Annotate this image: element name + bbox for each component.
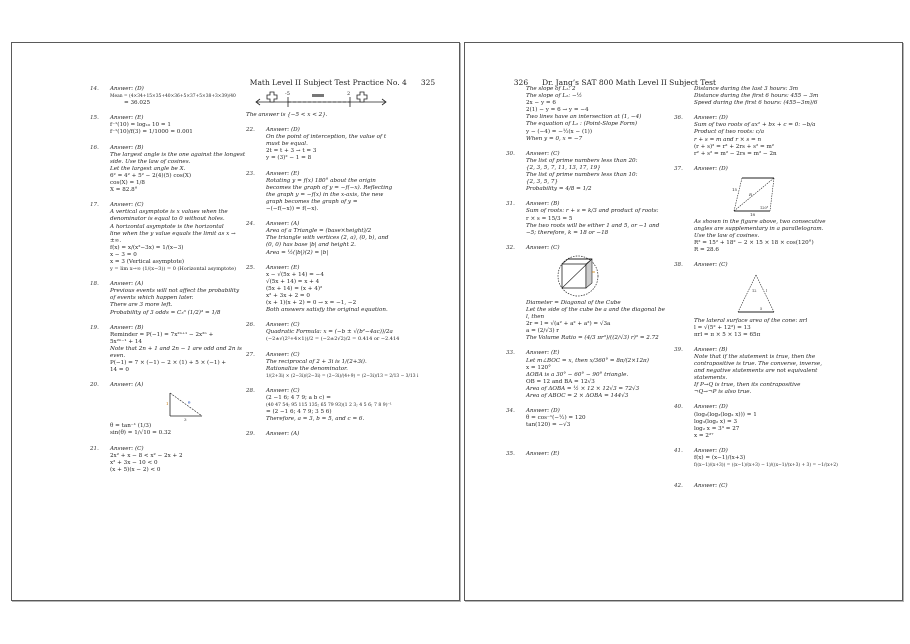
answer-label: Answer: (D) <box>526 408 560 415</box>
solution-line: {2, 3, 5, 7, 11, 13, 17, 19} <box>526 164 601 171</box>
item-number: 20. <box>90 382 99 389</box>
answer-label: Answer: (E) <box>526 451 560 458</box>
answer-item-30 <box>500 151 665 194</box>
solution-line: Distance during the last 3 hours: 3m <box>694 86 799 92</box>
item-number: 24. <box>246 221 255 228</box>
solution-line: contrapositive is true. The converse, inverse, <box>694 360 822 367</box>
item-number: 17. <box>90 202 99 209</box>
answer-label: Answer: (E) <box>110 115 144 122</box>
right-triangle-figure <box>110 391 220 421</box>
answer-item-42 <box>672 483 842 490</box>
svg-text:12: 12 <box>752 288 757 293</box>
solution-line: r² + s² = m² − 2rs = m² − 2n <box>694 150 777 157</box>
svg-text:θ: θ <box>188 400 191 406</box>
solution-line: even. <box>110 353 126 359</box>
answer-label: Answer: (D) <box>694 115 728 122</box>
solution-line: (5x + 14) = (x + 4)² <box>266 285 323 292</box>
svg-text:2: 2 <box>347 91 351 97</box>
solution-line: Probability of 3 odds = C₃³ (1/2)³ = 1/8 <box>110 309 221 316</box>
matrix-line: (40 47 54; 95 115 135; 65 79 93)(1 2 3; 4 5 6; 7 8 9)⁻¹ <box>266 403 392 409</box>
solution-line: Two lines have an intersection at (1, −4) <box>526 114 642 121</box>
left-page-column-1 <box>84 86 246 482</box>
solution-line: ¬Q→¬P is also true. <box>694 389 752 396</box>
answer-item-34 <box>500 408 665 429</box>
solution-line: (r + s)² = r² + 2rs + s² = m² <box>694 143 775 150</box>
solution-line: X = 82.8° <box>110 187 138 194</box>
item-number: 36. <box>674 115 683 122</box>
solution-line: 2t = t + 3 → t = 3 <box>266 148 317 155</box>
solution-line: log₃(log₂ x) = 3 <box>694 418 738 425</box>
solution-line: Area = ½(|b|)(2) = |b| <box>266 249 329 256</box>
solution-line: y = (3)² − 1 = 8 <box>266 155 312 162</box>
solution-line: A horizontal asymptote is the horizontal <box>110 223 224 230</box>
answer-label: Answer: (C) <box>110 445 144 452</box>
answer-item-15 <box>84 115 234 136</box>
item-number: 41. <box>674 447 683 454</box>
answer-item-32 <box>500 245 665 343</box>
solution-line: The largest angle is the one against the longest <box>110 151 246 158</box>
solution-line: Area of ΔOBA = ½ × 12 × 12√3 = 72√3 <box>526 385 640 392</box>
solution-line: Sum of roots: r + s = k/3 and product of roots: <box>526 208 659 215</box>
right-page-number: 326 <box>513 78 529 87</box>
answer-label: Answer: (E) <box>266 264 300 271</box>
solution-line: Speed during the first 6 hours: (455−3m)/6 <box>694 100 818 107</box>
answer-label: Answer: (C) <box>110 202 144 209</box>
plus-sign-icon <box>267 92 277 102</box>
solution-line: OB = 12 and BA = 12√3 <box>526 378 595 385</box>
answer-item-33 <box>500 350 665 400</box>
item-number: 22. <box>246 127 255 134</box>
solution-line: Both answers satisfy the original equation. <box>266 307 388 314</box>
answer-label: Answer: (B) <box>110 324 144 331</box>
solution-line: R = 28.6 <box>694 247 719 254</box>
answer-item-31 <box>500 201 665 236</box>
solution-line: l = √(5² + 12²) = 13 <box>694 324 751 331</box>
solution-line: statements. <box>694 375 728 382</box>
solution-line: If P→Q is true, then its contrapositive <box>694 382 801 389</box>
solution-line: The slope of L₂: −½ <box>526 93 583 100</box>
item-number: 16. <box>90 144 99 151</box>
answer-item-16 <box>84 144 246 195</box>
solution-line: 2x − y = 6 <box>526 100 556 107</box>
item-number: 26. <box>246 322 255 329</box>
svg-text:15: 15 <box>732 186 738 192</box>
answer-item-38 <box>672 262 842 338</box>
answer-item-26 <box>240 322 400 343</box>
item-number: 15. <box>90 115 99 122</box>
solution-line: When y = 0, x = −7 <box>526 135 583 142</box>
left-running-header <box>245 69 435 87</box>
answer-item-39 <box>672 347 842 397</box>
item-number: 27. <box>246 351 255 358</box>
answer-item-35 <box>500 451 665 458</box>
solution-line: P(−1) = 7 × (−1) − 2 × (1) + 5 × (−1) + <box>110 360 227 367</box>
right-page-column-1 <box>500 86 665 466</box>
answer-item-21 <box>84 446 234 474</box>
answer-label: Answer: (C) <box>526 150 560 157</box>
answer-item-36 <box>672 115 842 158</box>
solution-line: x − 3 = 0 <box>110 251 137 258</box>
answer-item-24 <box>240 221 400 256</box>
solution-line: 2r = l = √(a² + a² + a²) = √3a <box>526 321 611 328</box>
solution-line: f⁻¹(10) = log₁₀ 10 = 1 <box>110 122 171 129</box>
solution-line: Probability = 4/8 = 1/2 <box>526 186 592 193</box>
answer-label: Answer: (D) <box>694 447 728 454</box>
item-number: 32. <box>506 244 515 251</box>
solution-line: Distance during the first 6 hours: 455 − 3m <box>694 93 819 100</box>
solution-line: −5; therefore, k = 18 or −18 <box>526 229 609 236</box>
solution-line: R² = 15² + 18² − 2 × 15 × 18 × cos(120°) <box>694 240 814 247</box>
answer-label: Answer: (D) <box>694 165 728 172</box>
solution-line: Rotating y = f(x) 180° about the origin <box>266 177 376 184</box>
answer-label: Answer: (D) <box>694 404 728 411</box>
item-number: 30. <box>506 150 515 157</box>
left-page-column-2 <box>240 86 419 446</box>
right-page-column-2 <box>672 86 842 498</box>
solution-line: (log₃(log₃(log₂ x))) = 1 <box>694 411 757 418</box>
solution-line: The lateral surface area of the cone: πrl <box>694 317 808 324</box>
solution-line: a = (2/√3) r <box>526 328 559 335</box>
answer-item-37 <box>672 166 842 255</box>
left-page-number: 325 <box>420 78 436 87</box>
solution-line: tan(120) = −√3 <box>526 422 571 429</box>
solution-line: Therefore, a = 3, b = 5, and c = 6. <box>266 416 365 423</box>
solution-line: Rationalize the denominator. <box>266 365 348 372</box>
solution-line: Previous events will not affect the probability <box>110 288 240 295</box>
item-number: 14. <box>90 86 99 92</box>
item-number: 21. <box>90 445 99 452</box>
solution-line: (−2±√(2²+4×1))/2 = (−2±2√2)/2 = 0.414 or −2.414 <box>266 336 400 343</box>
cube-in-sphere-figure <box>526 254 636 298</box>
cone-figure <box>694 272 814 316</box>
solution-line: r + s = m and r × s = n <box>694 136 762 143</box>
answer-item-22 <box>240 127 400 162</box>
solution-line: (x + 5)(x − 2) < 0 <box>110 466 161 473</box>
solution-line: The Volume Ratio = (4/3 πr³)/((2/√3) r)³ = 2.72 <box>526 335 659 342</box>
item-number: 18. <box>90 281 99 288</box>
solution-line: and negative statements are not equivalent <box>694 368 818 375</box>
solution-line: the graph y = −f(x) in the x-axis, the new <box>266 191 384 198</box>
solution-line: 14 = 0 <box>110 367 129 374</box>
solution-line: Let the side of the cube be a and the diagonal be <box>526 306 665 313</box>
solution-line: Area of a Triangle = (base×height)/2 <box>266 228 372 235</box>
solution-line: of events which happen later. <box>110 295 194 302</box>
solution-line: Sum of two roots of ax² + bx + c = 0: −b/a <box>694 122 816 129</box>
solution-line: There are 3 more left. <box>110 302 173 309</box>
minus-sign-icon <box>312 94 324 97</box>
item-number: 34. <box>506 408 515 415</box>
answer-item-41 <box>672 448 842 469</box>
svg-text:120°: 120° <box>760 205 769 210</box>
item-number: 33. <box>506 350 515 357</box>
solution-line: f(x) = x/(x²−3x) = 1/(x−3) <box>110 244 184 251</box>
answer-label: Answer: (A) <box>266 221 300 228</box>
item-number: 19. <box>90 324 99 331</box>
item-number: 29. <box>246 431 255 438</box>
solution-line: The reciprocal of 2 + 3i is 1/(2+3i). <box>266 358 367 365</box>
solution-line: Diameter = Diagonal of the Cube <box>526 299 621 306</box>
solution-line: side. Use the law of cosines. <box>110 158 191 165</box>
answer-label: Answer: (B) <box>694 346 728 353</box>
solution-line: Let the largest angle be X. <box>110 165 186 172</box>
solution-line: Product of two roots: c/a <box>694 129 765 136</box>
solution-line: πrl = π × 5 × 13 = 65π <box>694 331 761 338</box>
solution-line: On the point of interception, the value of t <box>266 134 387 141</box>
solution-line: cos(X) = 1/8 <box>110 180 145 187</box>
solution-line: (0, 0) has base |b| and height 2. <box>266 242 356 249</box>
answer-item-23 <box>240 171 400 214</box>
answer-label: Answer: (B) <box>526 201 560 208</box>
solution-line: becomes the graph of y = −f(−x). Reflecting <box>266 184 393 191</box>
solution-line: x = 120° <box>526 364 551 371</box>
answer-item-20 <box>84 382 234 437</box>
answer-label: Answer: (E) <box>526 350 560 357</box>
item-number: 25. <box>246 264 255 271</box>
answer-item-14 <box>84 86 234 107</box>
solution-line: graph becomes the graph of y = <box>266 198 358 205</box>
matrix-line: (2 −1 6; 4 7 9; a b c) = <box>266 395 331 401</box>
solution-line: sin(θ) = 1/√10 = 0.32 <box>110 430 172 437</box>
item-number: 23. <box>246 170 255 177</box>
svg-text:-5: -5 <box>285 91 290 97</box>
svg-text:18: 18 <box>750 211 756 217</box>
solution-line: A vertical asymptote is x values when the <box>110 209 228 216</box>
solution-line: Reminder = P(−1) = 7x²ⁿ⁺¹ − 2x²ⁿ + <box>110 331 214 338</box>
solution-line: 2(1) − y = 6 → y = −4 <box>526 107 589 114</box>
answer-label: Answer: (D) <box>110 86 144 92</box>
answer-item-25 <box>240 265 400 315</box>
solution-line: r × s = 15/3 = 5 <box>526 215 573 222</box>
answer-label: Answer: (E) <box>266 170 300 177</box>
item-number: 35. <box>506 451 515 458</box>
solution-line: f⁻¹(10)/f(3) = 1/1000 = 0.001 <box>110 129 193 136</box>
item-number: 42. <box>674 483 683 490</box>
solution-line: = 36.025 <box>124 100 151 107</box>
parallelogram-figure <box>694 175 814 217</box>
solution-line: The equation of L₂ : (Point-Slope Form) <box>526 121 638 128</box>
right-header-title: Dr. Jang’s SAT 800 Math Level II Subject Test <box>542 78 717 87</box>
item-number: 31. <box>506 201 515 208</box>
solution-line: x = 2²⁷ <box>694 432 714 439</box>
solution-line: y = lim x→∞ (1/(x−3)) = 0 (Horizontal asymptote) <box>110 266 237 273</box>
solution-line: −(−f(−x)) = f(−x). <box>266 206 319 213</box>
solution-line: Area of ABOC = 2 × ΔOBA = 144√3 <box>526 393 629 399</box>
item-number: 39. <box>674 346 683 353</box>
left-header-title: Math Level II Subject Test Practice No. 4 <box>249 78 407 87</box>
svg-text:3: 3 <box>184 417 187 422</box>
solution-line: x² + 3x − 10 < 0 <box>110 459 158 466</box>
solution-line: l, then <box>526 314 545 321</box>
answer-label: Answer: (D) <box>266 127 300 134</box>
answer-label: Answer: (C) <box>266 322 300 329</box>
solution-line: The triangle with vertices (2, a), (0, b), and <box>266 235 389 242</box>
answer-item-19 <box>84 324 242 375</box>
matrix-line: = (2 −1 6; 4 7 9; 3 5 6) <box>266 409 332 416</box>
answer-item-40 <box>672 404 842 439</box>
solution-line: Use the law of cosines. <box>694 233 760 240</box>
solution-line: 5x²ⁿ⁻¹ + 14 <box>110 338 142 345</box>
answer-item-18 <box>84 281 240 316</box>
solution-line: must be equal. <box>266 141 308 148</box>
plus-sign-icon <box>357 92 367 102</box>
solution-line: y − (−4) = −½(x − (1)) <box>526 128 593 135</box>
svg-text:R: R <box>749 191 753 197</box>
answer-label: Answer: (C) <box>694 483 728 490</box>
answer-item-17 <box>84 202 237 273</box>
solution-line: 6² = 4² + 5² − 2(4)(5) cos(X) <box>110 172 192 179</box>
solution-line: f(x) = (x−1)/(x+3) <box>694 455 746 461</box>
solution-line: angles are supplementary in a parallelogram. <box>694 226 824 233</box>
item-number: 28. <box>246 387 255 394</box>
solution-line: ΔOBA is a 30° − 60° − 90° triangle. <box>526 371 629 378</box>
solution-line: line when the y value equals the limit as x → <box>110 230 236 237</box>
answer-item-29 <box>240 431 400 438</box>
answer-label: Answer: (C) <box>266 387 300 394</box>
solution-line: x² + 3x + 2 = 0 <box>266 292 310 299</box>
item-number: 37. <box>674 165 683 172</box>
answer-label: Answer: (C) <box>266 351 300 358</box>
solution-line: The list of prime numbers less than 20: <box>526 157 638 164</box>
solution-line: As shown in the figure above, two consecutive <box>694 218 826 225</box>
solution-line: 1/(2+3i) × (2−3i)/(2−3i) = (2−3i)/(4+9) = (2−3i)/13 = 2/13 − 3/13 i <box>266 373 419 379</box>
solution-line: The two roots will be either 1 and 5, or −1 and <box>526 222 660 229</box>
solution-line: x = 3 (Vertical asymptote) <box>110 258 185 265</box>
right-running-header <box>509 69 716 87</box>
line-intersection-solution <box>500 86 665 143</box>
solution-line: f((x−1)/(x+3)) = ((x−1)/(x+3) − 1)/((x−1)/(x+3) + 3) = −1/(x+2) <box>694 463 838 469</box>
side-label: 1 <box>166 401 169 407</box>
answer-label: Answer: (C) <box>694 262 728 269</box>
answer-label: Answer: (B) <box>110 144 144 151</box>
answer-label: Answer: (A) <box>110 382 144 389</box>
solution-line: ±∞. <box>110 237 122 244</box>
solution-line: The slope of L₁: 2 <box>526 86 576 92</box>
solution-line: θ = tan⁻¹ (1/3) <box>110 423 152 430</box>
answer-label: Answer: (C) <box>526 244 560 251</box>
svg-text:l: l <box>766 288 768 293</box>
solution-line: Mean = (4×34+15×35+40×36+5×37+5×38+3×39)/40 <box>110 94 236 100</box>
item-number: 38. <box>674 262 683 269</box>
solution-line: 2x² + x − 8 < x² − 2x + 2 <box>110 452 183 459</box>
distance-speed-solution <box>672 86 842 107</box>
answer-item-27 <box>240 351 419 380</box>
solution-line: {2, 3, 5, 7} <box>526 179 559 186</box>
solution-line: θ = cos⁻¹(−½) = 120 <box>526 415 586 422</box>
solution-line: Quadratic Formula: x = (−b ± √(b²−4ac))/2a <box>266 329 393 336</box>
number-line-figure <box>252 88 392 110</box>
solution-line: √(5x + 14) = x + 4 <box>266 278 320 285</box>
solution-line: Note that 2n + 1 and 2n − 1 are odd and 2n is <box>110 345 242 352</box>
svg-text:5: 5 <box>760 306 763 311</box>
solution-line: Let m∠BOC = x, then x/360° = 8π/(2×12π) <box>526 357 649 364</box>
solution-line: log₂ x = 3³ = 27 <box>694 425 740 432</box>
number-line-answer: The answer is {−5 < x < 2}. <box>246 112 328 118</box>
item-number: 40. <box>674 404 683 411</box>
solution-line: x − √(5x + 14) = −4 <box>266 271 324 278</box>
answer-item-28 <box>240 388 400 423</box>
solution-line: The list of prime numbers less than 10: <box>526 172 638 179</box>
answer-label: Answer: (A) <box>110 281 144 288</box>
solution-line: Note that if the statement is true, then the <box>694 353 816 360</box>
solution-line: denominator is equal to 0 without holes. <box>110 216 225 223</box>
solution-line: (x + 1)(x + 2) = 0 → x = −1, −2 <box>266 300 357 307</box>
answer-label: Answer: (A) <box>266 431 300 438</box>
